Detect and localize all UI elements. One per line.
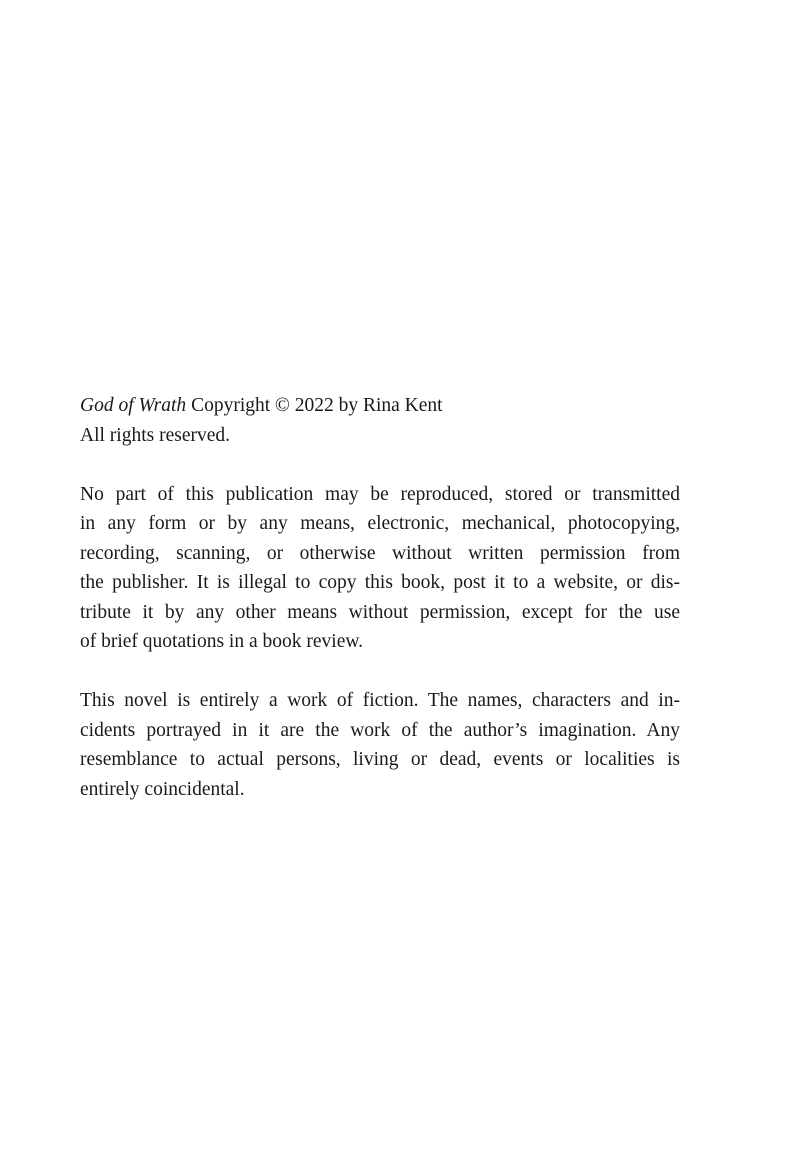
paragraph-spacer: [80, 450, 680, 480]
permission-paragraph: [80, 480, 680, 657]
fiction-line: resemblance to actual persons, living or dead, events or localities is: [80, 749, 680, 770]
book-title: God of Wrath: [80, 395, 187, 416]
permission-line: tribute it by any other means without permission, except for the use: [80, 601, 680, 623]
copyright-notice: Copyright © 2022 by Rina Kent: [186, 395, 443, 416]
copyright-line: [80, 391, 680, 421]
fiction-line: This novel is entirely a work of fiction. The names, characters and in-: [80, 690, 680, 711]
permission-line: of brief quotations in a book review.: [80, 631, 364, 652]
copyright-page: [80, 391, 680, 804]
paragraph-spacer: [80, 657, 680, 687]
rights-reserved: All rights reserved.: [80, 424, 231, 446]
permission-line: the publisher. It is illegal to copy this book, post it to a website, or dis-: [80, 572, 680, 593]
permission-line: No part of this publication may be reproduced, stored or transmitted: [80, 483, 680, 505]
permission-line: recording, scanning, or otherwise without written permission from: [80, 542, 680, 564]
permission-line: in any form or by any means, electronic, mechanical, photocopying,: [80, 513, 680, 534]
fiction-line: entirely coincidental.: [80, 778, 245, 800]
fiction-paragraph: [80, 686, 680, 804]
fiction-line: cidents portrayed in it are the work of the author’s imagination. Any: [80, 719, 680, 741]
